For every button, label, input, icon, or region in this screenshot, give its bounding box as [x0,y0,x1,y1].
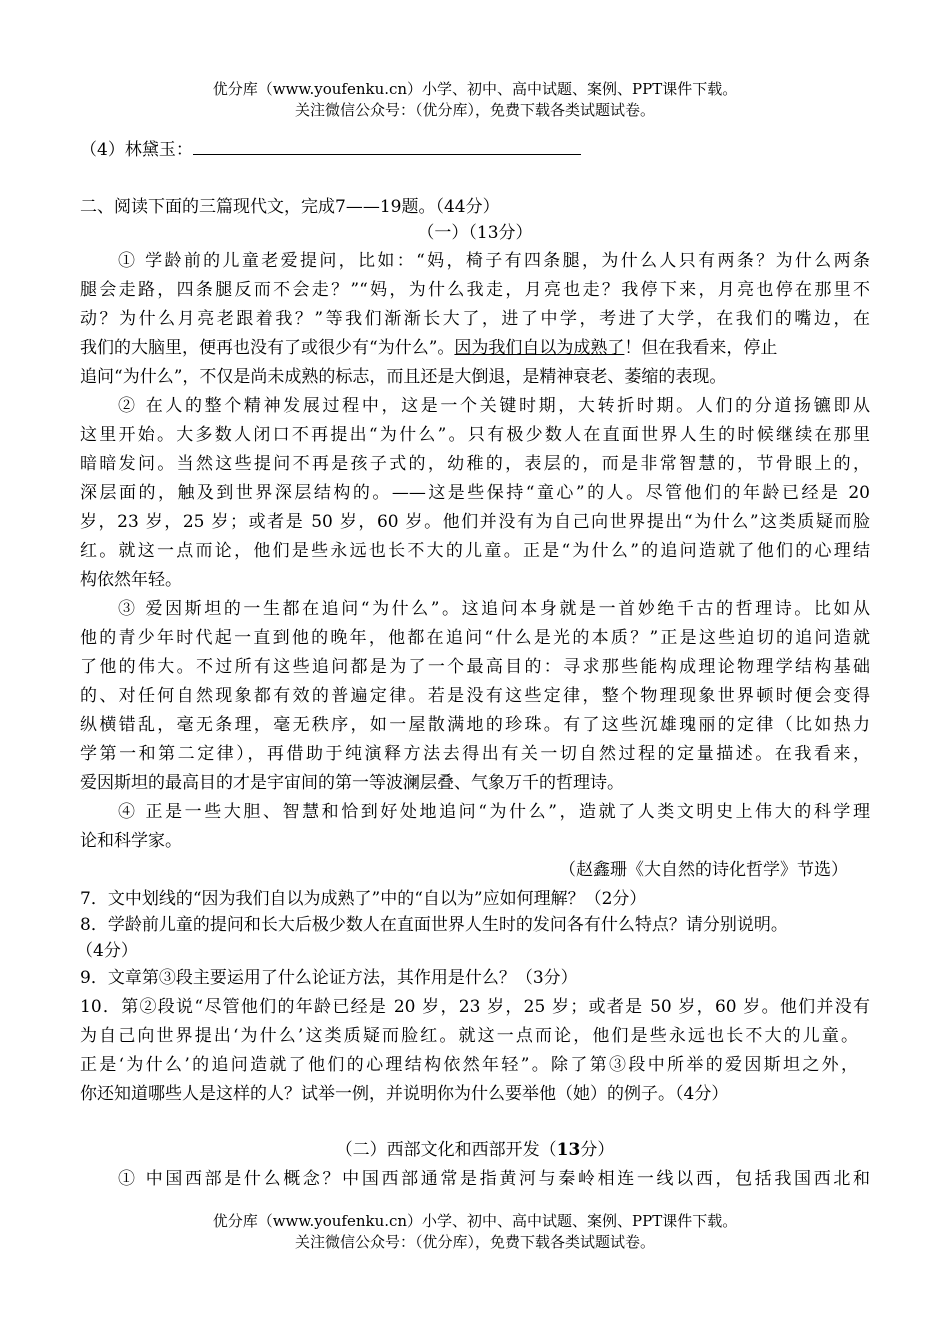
paragraph-1-line-2: 腿会走路，四条腿反而不会走？”“妈，为什么我走，月亮也走？我停下来，月亮也停在那里不 [80,280,870,300]
question-10-line-1: 10．第②段说“尽管他们的年龄已经是 20 岁，23 岁，25 岁；或者是 50 岁，60 岁。他们并没有 [80,997,870,1017]
part-2-paragraph-1: ① 中国西部是什么概念？中国西部通常是指黄河与秦岭相连一线以西，包括我国西北和 [118,1169,870,1189]
paragraph-3-line-6: 学第一和第二定律），再借助于纯演释方法去得出有关一切自然过程的定量描述。在我看来， [80,744,870,764]
question-10-line-4: 你还知道哪些人是这样的人？试举一例，并说明你为什么要举他（她）的例子。（4分） [80,1084,729,1104]
paragraph-1-line-1: ① 学龄前的儿童老爱提问，比如：“妈，椅子有四条腿，为什么人只有两条？为什么两条 [118,251,870,271]
paragraph-4-line-2: 论和科学家。 [80,831,182,851]
paragraph-2-line-3: 暗暗发问。当然这些提问不再是孩子式的，幼稚的，表层的，而是非常智慧的，节骨眼上的， [80,454,870,474]
question-9: 9．文章第③段主要运用了什么论证方法，其作用是什么？（3分） [80,968,578,988]
part-2-title [0,1139,950,1161]
paragraph-1-line-4 [80,337,870,359]
question-4-label: （4）林黛玉： [80,140,193,160]
paragraph-1-line-3: 动？为什么月亮老跟着我？”等我们渐渐长大了，进了中学，考进了大学，在我们的嘴边，在 [80,309,870,329]
paragraph-3-line-4: 的、对任何自然现象都有效的普遍定律。若是没有这些定律，整个物理现象世界顿时便会变得 [80,686,870,706]
paragraph-3-line-2: 他的青少年时代起一直到他的晚年，他都在追问“什么是光的本质？”正是这些迫切的追问造就 [80,628,870,648]
question-7: 7．文中划线的“因为我们自以为成熟了”中的“自以为”应如何理解？（2分） [80,889,647,909]
paragraph-3-line-1: ③ 爱因斯坦的一生都在追问“为什么”。这追问本身就是一首妙绝千古的哲理诗。比如从 [118,599,870,619]
footer-line-1: 优分库（www.youfenku.cn）小学、初中、高中试题、案例、PPT课件下载。 [212,1212,738,1230]
question-8-line-2: （4分） [76,941,138,961]
paragraph-4-line-1: ④ 正是一些大胆、智慧和恰到好处地追问“为什么”，造就了人类文明史上伟大的科学理 [118,802,870,822]
source-citation: （赵鑫珊《大自然的诗化哲学》节选） [559,860,848,880]
paragraph-2-line-1: ② 在人的整个精神发展过程中，这是一个关键时期，大转折时期。人们的分道扬镳即从 [118,396,870,416]
header-line-2: 关注微信公众号：（优分库），免费下载各类试题试卷。 [294,101,655,119]
question-8-line-1: 8．学龄前儿童的提问和长大后极少数人在直面世界人生时的发问各有什么特点？请分别说明。 [80,915,788,935]
paragraph-3-line-7: 爱因斯坦的最高目的才是宇宙间的第一等波澜层叠、气象万千的哲理诗。 [80,773,624,793]
paragraph-2-line-4: 深层面的，触及到世界深层结构的。——这是些保持“童心”的人。尽管他们的年龄已经是 20 [80,483,870,503]
section-2-title: 二、阅读下面的三篇现代文，完成7——19题。（44分） [80,197,500,217]
footer-line-2: 关注微信公众号：（优分库），免费下载各类试题试卷。 [294,1233,655,1251]
paragraph-3-line-5: 纵横错乱，毫无条理，毫无秩序，如一屋散满地的珍珠。有了这些沉雄瑰丽的定律（比如热力 [80,715,870,735]
paragraph-2-line-6: 红。就这一点而论，他们是些永远也长不大的儿童。正是“为什么”的追问造就了他们的心理结 [80,541,870,561]
paragraph-1-line-5: 追问“为什么”，不仅是尚未成熟的标志，而且还是大倒退，是精神衰老、萎缩的表现。 [80,367,727,387]
header-line-1: 优分库（www.youfenku.cn）小学、初中、高中试题、案例、PPT课件下载。 [212,80,738,98]
paragraph-1-line-4-tail: ！但在我看来，停止 [624,338,778,358]
paragraph-3-line-3: 了他的伟大。不过所有这些追问都是为了一个最高目的：寻求那些能构成理论物理学结构基础 [80,657,870,677]
answer-blank[interactable] [193,138,581,155]
paragraph-1-line-4-text: 我们的大脑里，便再也没有了或很少有“为什么”。 [80,338,455,358]
part-2-title-tail: 分） [580,1140,615,1160]
part-2-score: 13 [556,1140,581,1160]
paragraph-2-line-2: 这里开始。大多数人闭口不再提出“为什么”。只有极少数人在直面世界人生的时候继续在那里 [80,425,870,445]
paragraph-2-line-5: 岁，23 岁，25 岁；或者是 50 岁，60 岁。他们并没有为自己向世界提出“为什么”这类质疑而脸 [80,512,870,532]
part-2-title-text: （二）西部文化和西部开发（ [335,1140,557,1160]
question-10-line-2: 为自己向世界提出‘为什么’这类质疑而脸红。就这一点而论，他们是些永远也长不大的儿童。 [80,1026,858,1046]
question-10-line-3: 正是‘为什么’的追问造就了他们的心理结构依然年轻”。除了第③段中所举的爱因斯坦之外， [80,1055,858,1075]
question-4-line [80,138,880,161]
underlined-phrase: 因为我们自以为成熟了 [454,338,625,358]
part-1-title: （一）（13分） [417,223,533,243]
paragraph-2-line-7: 构依然年轻。 [80,570,182,590]
